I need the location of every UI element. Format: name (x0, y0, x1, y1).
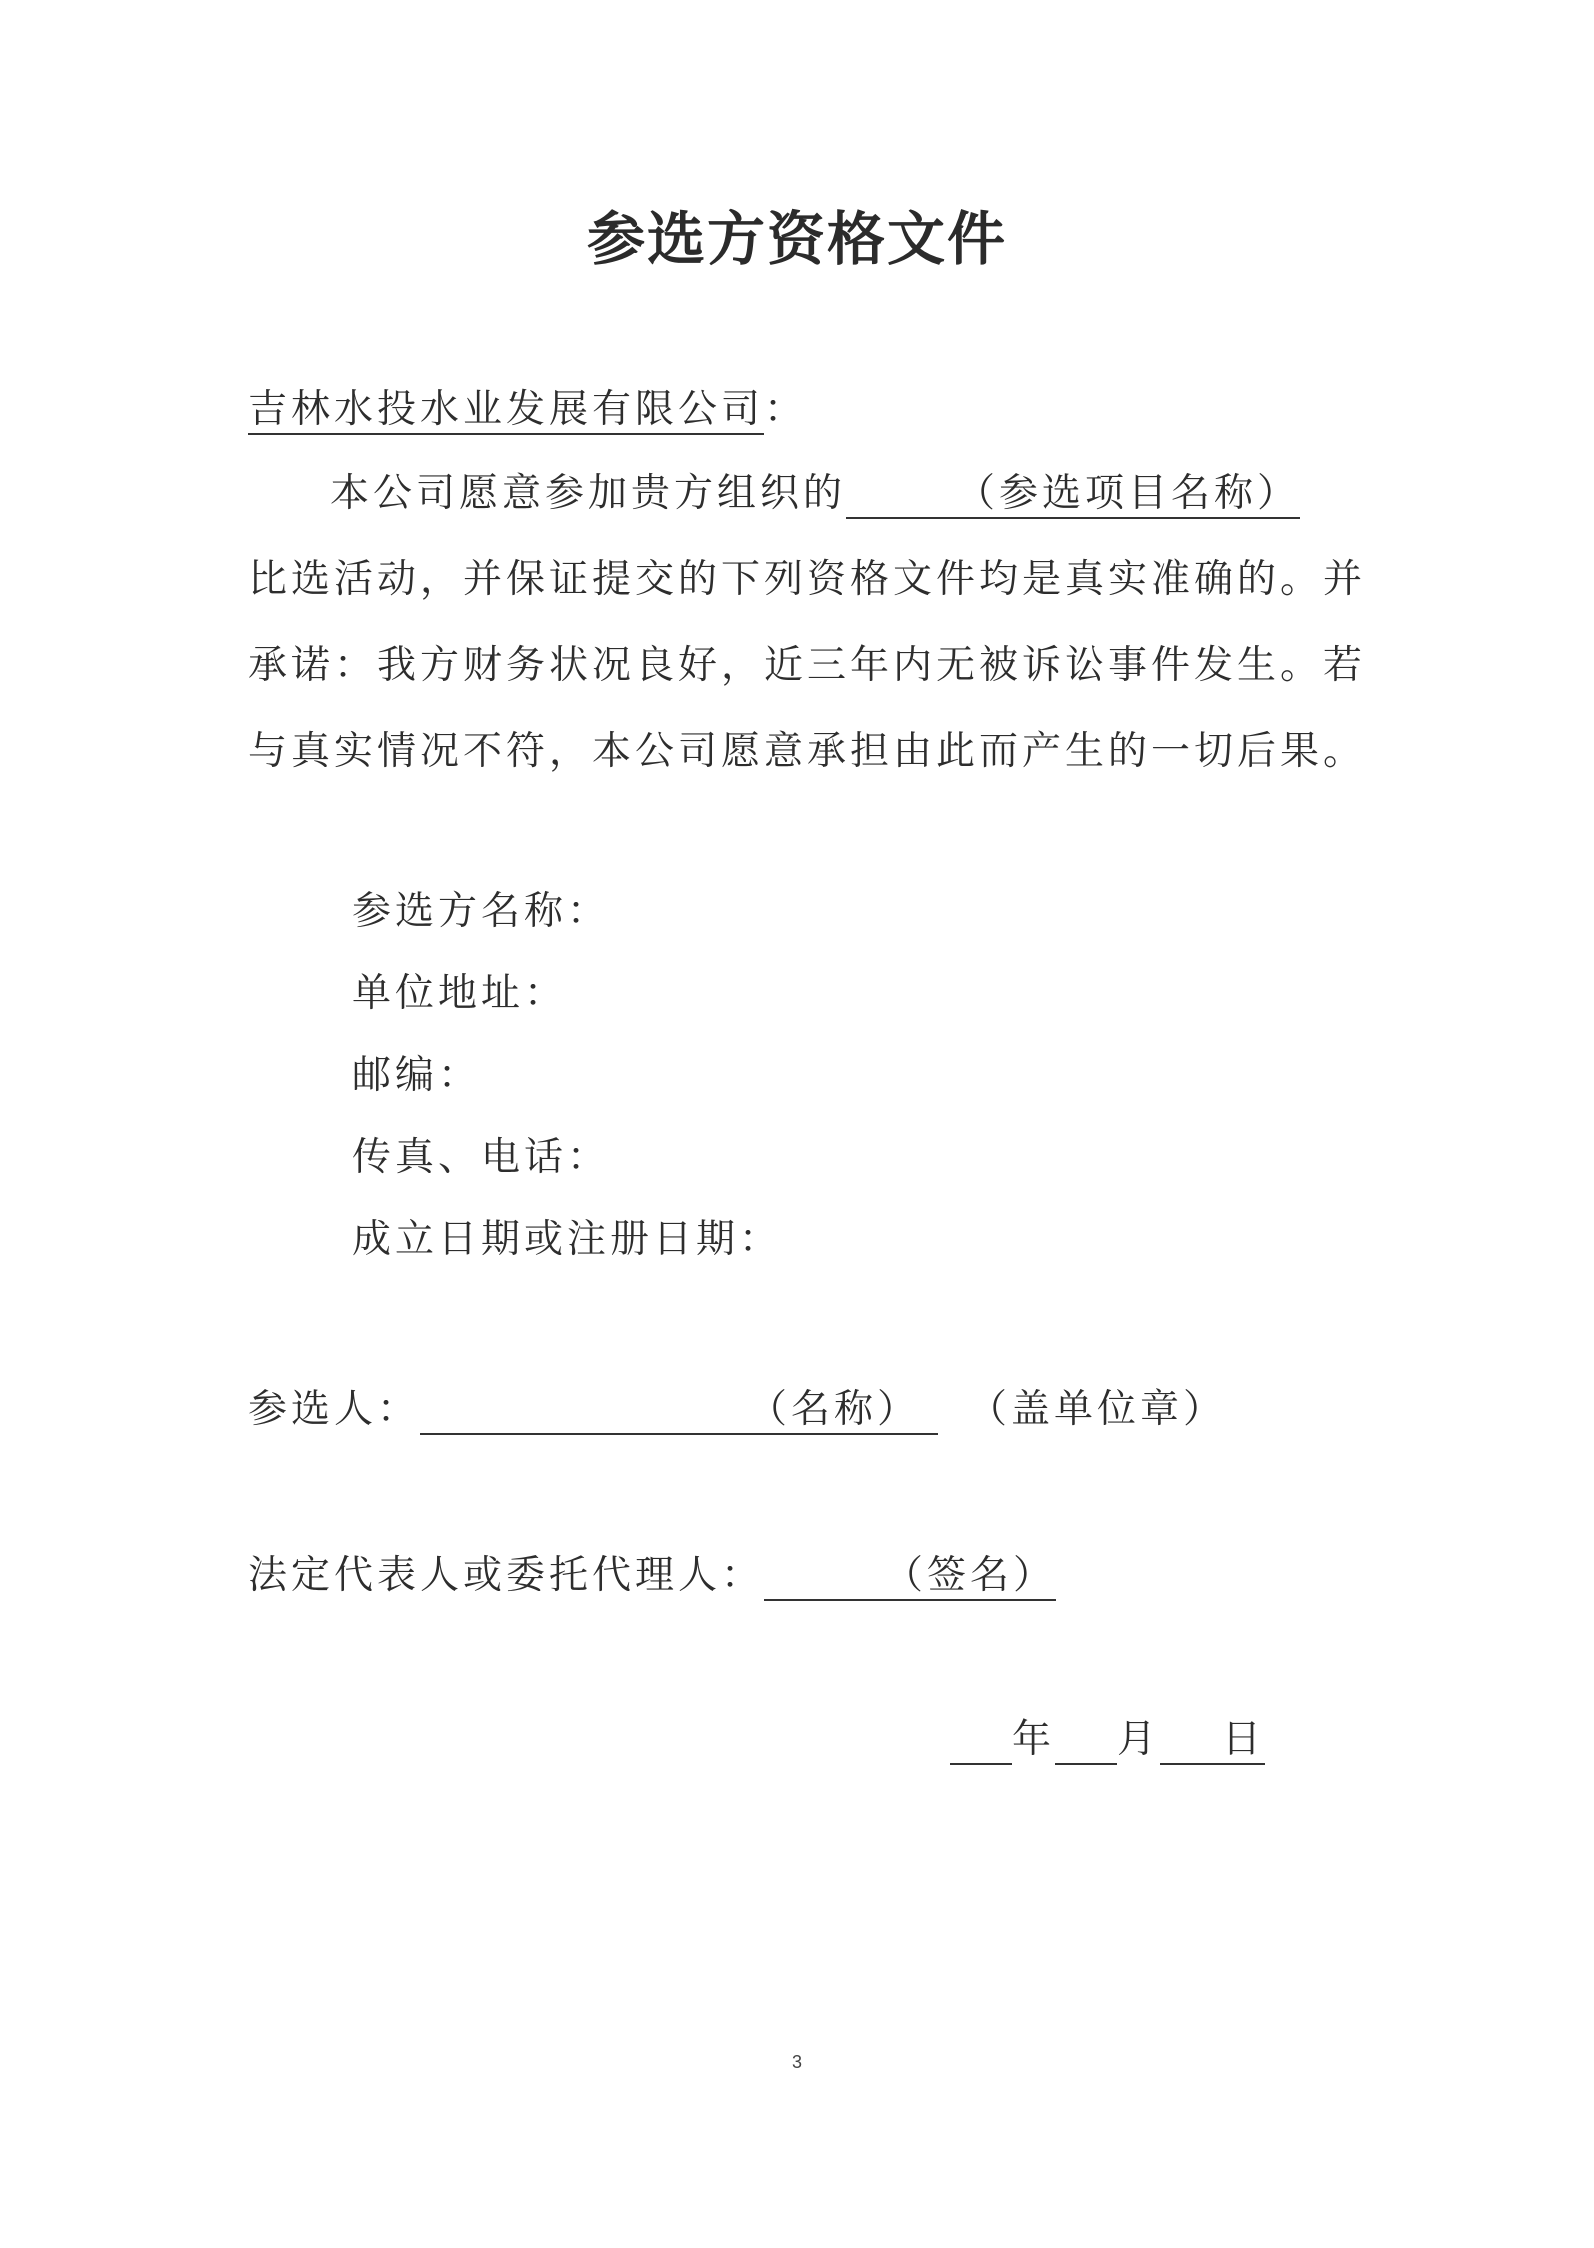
bidder-name-blank[interactable] (420, 1393, 748, 1435)
seal-hint: （盖单位章） (968, 1387, 1227, 1432)
bidder-signature-line (248, 1378, 1226, 1435)
representative-sign-hint: （签名） (884, 1554, 1056, 1601)
addressee-line (248, 378, 807, 435)
document-title: 参选方资格文件 (586, 205, 1007, 273)
paragraph-line-2: 比选活动，并保证提交的下列资格文件均是真实准确的。并 (248, 557, 1367, 602)
year-label: 年 (1012, 1717, 1056, 1762)
field-established-date: 成立日期或注册日期： (352, 1217, 783, 1262)
addressee-colon: ： (764, 387, 808, 432)
representative-signature-line (248, 1544, 1056, 1601)
page-number: 3 (791, 2052, 802, 2072)
addressee: 吉林水投水业发展有限公司 (248, 388, 764, 435)
paragraph-line-1 (330, 462, 1300, 519)
field-bidder-name: 参选方名称： (352, 889, 611, 934)
date-line (950, 1708, 1265, 1765)
paragraph-part1: 本公司愿意参加贵方组织的 (330, 471, 847, 516)
representative-label: 法定代表人或委托代理人： (248, 1553, 765, 1598)
bidder-name-hint: （名称） (748, 1388, 920, 1435)
paragraph-line-4: 与真实情况不符，本公司愿意承担由此而产生的一切后果。 (248, 729, 1367, 774)
project-name-blank[interactable] (846, 477, 956, 519)
day-label: 日 (1222, 1718, 1265, 1765)
day-blank[interactable] (1160, 1723, 1222, 1765)
field-postcode: 邮编： (352, 1053, 482, 1098)
year-blank[interactable] (950, 1723, 1012, 1765)
field-fax-phone: 传真、电话： (352, 1135, 611, 1180)
bidder-hint-gap (920, 1393, 938, 1435)
field-address: 单位地址： (352, 971, 568, 1016)
representative-sign-blank[interactable] (764, 1559, 884, 1601)
bidder-label: 参选人： (248, 1387, 421, 1432)
month-label: 月 (1117, 1717, 1161, 1762)
month-blank[interactable] (1055, 1723, 1117, 1765)
paragraph-line-3: 承诺：我方财务状况良好，近三年内无被诉讼事件发生。若 (248, 643, 1367, 688)
project-name-placeholder: （参选项目名称） (956, 472, 1300, 519)
